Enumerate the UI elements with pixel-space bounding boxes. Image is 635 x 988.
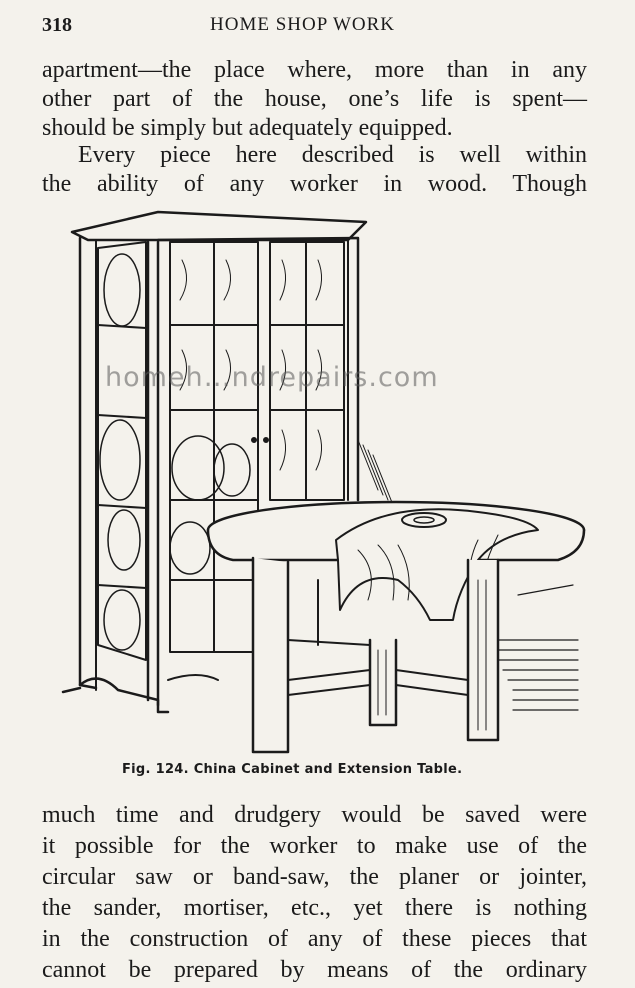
text-line: in the construction of any of these pieces that <box>42 926 587 952</box>
china-cabinet-and-table-drawing <box>58 200 588 760</box>
figure-illustration <box>58 200 588 760</box>
page-header <box>42 8 583 38</box>
running-head: HOME SHOP WORK <box>210 14 396 35</box>
page-number: 318 <box>42 14 72 36</box>
text-line: apartment—the place where, more than in any <box>42 57 587 83</box>
text-line: it possible for the worker to make use of the <box>42 833 587 859</box>
text-line: much time and drudgery would be saved were <box>42 802 587 828</box>
paragraph-much-time <box>42 800 587 986</box>
text-line: other part of the house, one’s life is spent— <box>42 86 587 112</box>
text-line: cannot be prepared by means of the ordinary <box>42 957 587 983</box>
text-line: should be simply but adequately equipped. <box>42 115 453 141</box>
figure-caption: Fig. 124. China Cabinet and Extension Table. <box>122 762 463 777</box>
text-line: Every piece here described is well within <box>78 142 587 168</box>
text-line: the sander, mortiser, etc., yet there is nothing <box>42 895 587 921</box>
text-line: circular saw or band-saw, the planer or jointer, <box>42 864 587 890</box>
paragraph-every-piece <box>42 141 587 199</box>
paragraph-continued <box>42 56 587 143</box>
watermark-text: homeh…ndrepairs.com <box>105 362 439 393</box>
text-line: the ability of any worker in wood. Though <box>42 171 587 197</box>
